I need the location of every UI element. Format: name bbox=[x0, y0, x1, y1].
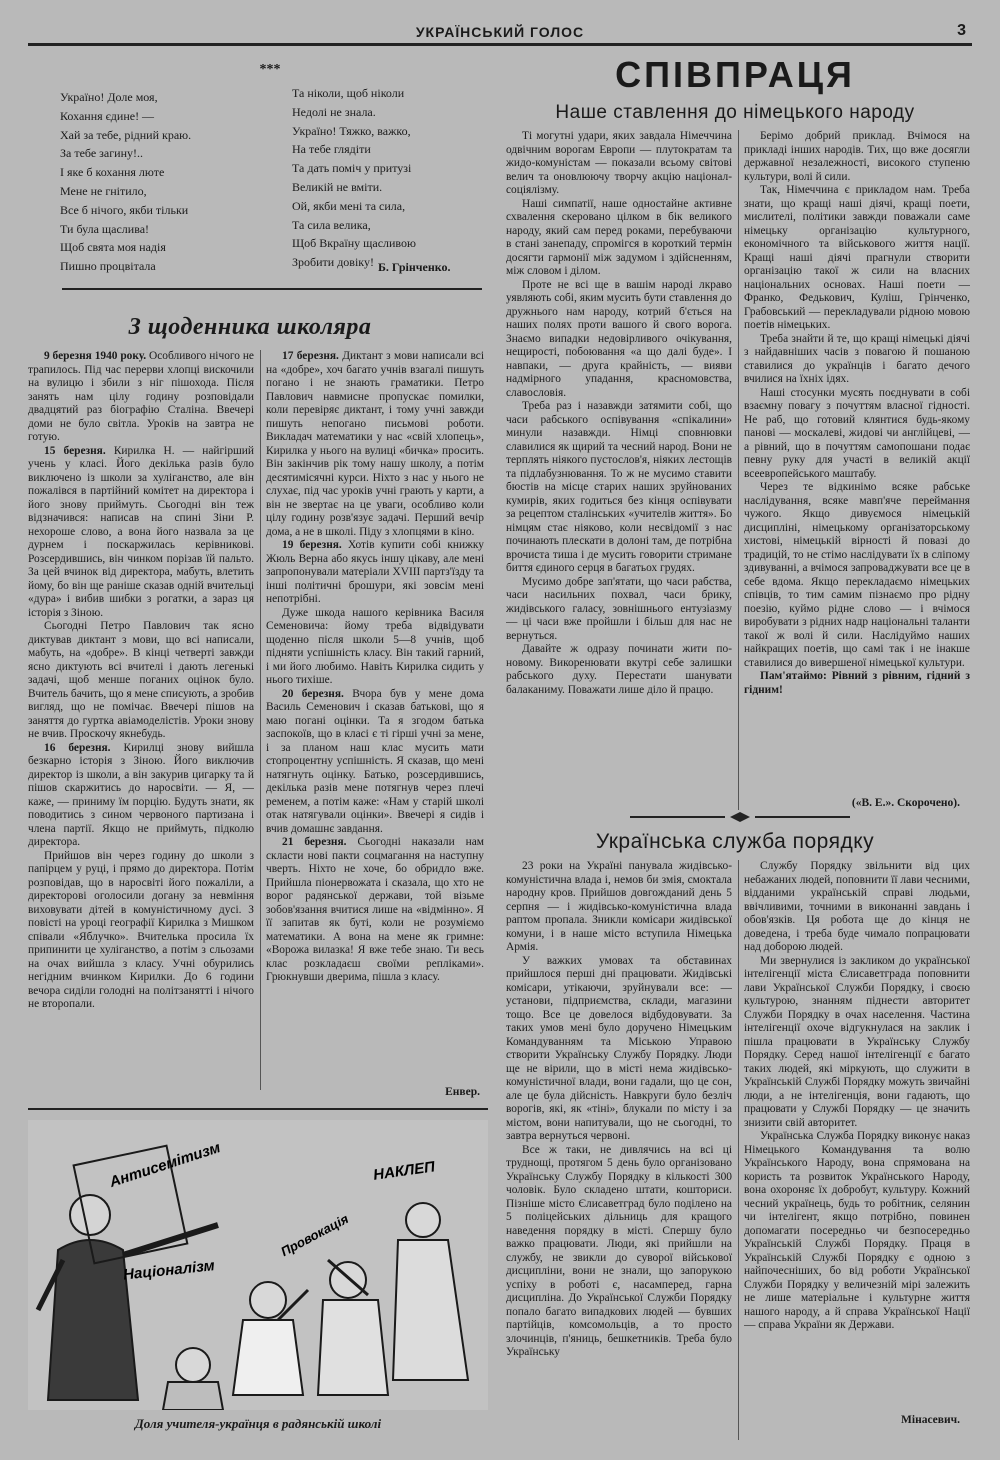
diary-entry-date: 15 березня. bbox=[44, 444, 106, 457]
diary-entry-date: 9 березня 1940 року. bbox=[44, 350, 147, 362]
article-paragraph: Мусимо добре зап'ятати, що часи рабства, часи насильних похвал, часи брику, жидівського галасу, зовнішнього ентузіазму — ці часи вже пройшли і більш для нас не вернуться. bbox=[506, 575, 732, 642]
article-paragraph: Ті могутні удари, яких завдала Німеччина одвічним ворогам Европи — плутократам та жидо-комуністам — показали всьому світові велич та оновлюючу творчу акцію націонал-соціялізму. bbox=[506, 130, 732, 196]
poem-line: Та сила велика, bbox=[292, 217, 371, 232]
poem-line: Великій не вміти. bbox=[292, 179, 383, 194]
article-paragraph: Наші стосунки мусять поєднувати в собі взаємну повагу з почуттям власної гідності. Не раб, що готовий клянтися будь-якому панові — москалеві, жидові чи англійцеві, — а рівний, що в почуттям самопошани подає певну руку для участі в великій акції всеевропейського маштабу. bbox=[744, 386, 970, 480]
article-paragraph: Берімо добрий приклад. Вчімося на прикладі інших народів. Тих, що вже досягли державної незалежності, високого ступеню культури, волі й сили. bbox=[744, 130, 970, 183]
article-paragraph: Треба раз і назавжди затямити собі, що часи рабського оспівування «спікалини» минули назавжди. Німці сповнювки славилися як щирий та чесний народ. Вони не терплять ніякого пустослов'я, ніяких лестощів та підлабузнювання. То ж не мусимо ставити бюстів на місце старих наших зруйнованих кумирів, яких годиться без кінця оспівувати за рецептом сталінських «учителів життя». Бо німцям стає ніяково, коли несвідомії з нас починають плескати в долоні там, де потрібна врочиста тиша і де мусить говорити стримане биття єдиного серця в багатьох грудях. bbox=[506, 400, 732, 574]
article-paragraph: Все ж таки, не дивлячись на всі ці труднощі, протягом 5 день було організовано Українську Службу Порядку в кількості 300 чоловік. Було складено штати, кошториси. Пізніше місто Єлисаветград було поділено на 5 поліцейських дільниць для кращого наведення порядку в місті. Спершу було важко працювати. Люди, які прийшли на службу, не звикли до суворої військової дисципліни, вони не знали, що запорукою успіху в роботі є, насамперед, гарна дисципліна. До Української Служби Порядку попало багато випадкових людей — бувших партійців, комсомольців, а то просто злочинців, п'яниць, бешкетників. Треба було Українську bbox=[506, 1143, 732, 1358]
page-number: 3 bbox=[957, 22, 966, 39]
poem-line: Недолі не знала. bbox=[292, 104, 376, 119]
poem-line: На тебе глядіти bbox=[292, 142, 371, 157]
column-separator bbox=[260, 350, 261, 1090]
diary-column-1 bbox=[28, 350, 254, 1090]
cooperation-column-2 bbox=[744, 130, 970, 792]
diary-title: З щоденника школяра bbox=[128, 314, 372, 340]
police-author: Мінасевич. bbox=[901, 1414, 960, 1426]
poem-left-column bbox=[60, 88, 191, 276]
poem-line: Мене не гнітило, bbox=[60, 183, 147, 198]
article-paragraph: Проте не всі ще в вашім народі лкраво уявляють собі, яким мусить бути ставлення до дружнього нам народу, котрий б'ється на наших полях проти вашого й свого ворога. Знаємо випадки недовірливого очікування, нещирості, побоювання «а що далі буде». І навпаки, — друга крайність, — вияви надмірного упадання, красномовства, славословія. bbox=[506, 278, 732, 399]
newspaper-title: УКРАЇНСЬКИЙ ГОЛОС bbox=[415, 24, 585, 40]
cartoon-caption: Доля учителя-українця в радянській школі bbox=[134, 1416, 382, 1431]
poem-divider bbox=[62, 288, 482, 290]
police-service-title: Українська служба порядку bbox=[595, 830, 875, 853]
diary-divider bbox=[28, 1108, 488, 1110]
diary-entry-text: Особливого нічого не трапилось. Під час перерви хлопці вискочили на вулицю і збили з ніг пішохода. Після занять нам цілу годину розповідали двадцятий раз біографію Сталіна. Ввечері доми не було світла. Уроків на завтра не готую. bbox=[28, 350, 254, 443]
diary-entry-text: Вчора був у мене дома Василь Семенович і сказав батькові, що я маю погані оцінки. Та я згодом батька заспокоїв, що в класі є ті гірші учні за мене, і за планом наш клас мусить мати стопроцентну успішність. Я сказав, що мені натягнуть оцінку. Батько, розсердившись, декілька разів мене потягнув через плечі ременем, а потім каже: «Нам у старій школі отак натягували оцінки». Ввечері я сидів і вчив домашнє завдання. bbox=[266, 687, 484, 835]
article-paragraph: Так, Німеччина є прикладом нам. Треба знати, що кращі наші діячі, кращі поети, мислителі, політики завжди поважали саме німецьку організацію культурного, економічного та військового життя нації. Кращі наші діячі прагнули створити організацію такої ж сили на власних національних основах. Наші поети — Франко, Федькович, Куліш, Грінченко, Грабовський — перекладували рідною мовою поетів німецьких. bbox=[744, 184, 970, 331]
cooperation-title: СПІВПРАЦЯ bbox=[615, 54, 855, 95]
diary-entry-text: Кирилка Н. — найгірший учень у класі. Його декілька разів було виключено із школи за хуліганство, але він пожалівся в партійний комітет на директора і його знову приймуть. Сьогодні він теж відзначився: написав на спині Зіни Р. нехороше слово, а вона його назвала за це дурнем і поскаржилась керівникові. Розсердившись, він чинком порізав їй пальто. За цей вчинок від директора, мабуть, влетить йому, бо він ще раніше сказав одній вчительці «дура» і вибив шибки з рогатки, а зараз ця історія з Зіною. bbox=[28, 444, 254, 619]
diary-entry-text: Хотів купити собі книжку Жюль Верна або якусь іншу цікаву, але мені запропонували матеріали XVIII партз'їзду та інші політичні брошури, які зовсім мені непотрібні. bbox=[266, 539, 484, 605]
diary-entry bbox=[266, 688, 484, 837]
poem-line: Хай за тебе, рідний краю. bbox=[60, 127, 192, 142]
diary-entry bbox=[28, 350, 254, 445]
diary-entry-text: Сьогодні наказали нам скласти нові пакти соцмагання на наступну чверть. Ніхто не хоче, бо обридло вже. Прийшла піонервожата і сказала, що хто не ворог радянської держави, той візьме зобов'язання вчитися лише на «відмінно». Я її запитав як буті, коли не розуміємо математики. А вона на мене як гримне: «Ворожа вилазка! Я вже тебе знаю. Ти весь клас розкладаєш своїми репліками». Грюкнувши дверима, пішла з класу. bbox=[266, 836, 484, 983]
diary-entry bbox=[266, 539, 484, 607]
cartoon-label: НАКЛЕП bbox=[372, 1158, 436, 1184]
diary-entry-text: Прийшов він через годину до школи з папірцем у руці, і прямо до директора. Потім розповідав, що в наросвіті його пожаліли, а директорові оголосили догану за невміння виховувати дітей в комуністичному дусі. З повісті на уроці географії Кирилка з Мишком співали «Яблучко». Вчителька просила їх припинити це хуліганство, а потім з сльозами на очах вийшла з класу. Учні обурились негідним вчинком Кирилки. До 6 години вечора сиділи голодні на політзанятті і нічого не второпали. bbox=[28, 849, 254, 1010]
poem-right-column bbox=[292, 84, 416, 272]
diary-entry-date: 17 березня. bbox=[282, 350, 339, 362]
article-paragraph: Ми звернулися із закликом до української інтелігенції міста Єлисаветграда поповнити лави Української Служби Порядку, і своєю культурою, знанням піднести авторитет Служби Порядку в очах населення. Частина інтелігенції охоче відгукнулася на заклик і пішла працювати в Українську Службу Порядку. Серед нашої інтелігенції є багато таких людей, які міркують, що служити в Українській Службі Порядку можуть звичайні люди, а не інтелігенція, вони гадають, що працювати у Службі Порядку — це значить знизити свій авторитет. bbox=[744, 954, 970, 1129]
diary-entry bbox=[28, 445, 254, 621]
diary-author: Енвер. bbox=[445, 1086, 480, 1098]
article-paragraph: Треба знайти й те, що кращі німецькі діячі з найдавніших часів з повагою й пошаною ставилися до українців і багато дечого вчилися на їхніх ідях. bbox=[744, 332, 970, 385]
diary-entry-date: 21 березня. bbox=[282, 836, 347, 848]
diary-entry-text: Диктант з мови написали всі на «добре», хоч багато учнів взагалі пишуть погано і не знають граматики. Петро Павлович навмисне пропускає помилки, коли перевіряє диктант, і тому учні завжди пишуть непогано письмові роботи. Викладач математики у нас «свій хлопець», Кирилка у нього на вулиці «бичка» просить. Він закінчив рік тому нашу школу, а потім десятимісячні курси. Ніхто з нас у нього не слухає, під час уроків учні грають у карти, а він не звертає на це уваги, особливо коли цілу годину розв'язує задачі. Перший вечір дома, а не в школі. Піду з хлопцями в кіно. bbox=[266, 350, 484, 538]
diary-entry-text: Кирилці знову вийшла безкарно історія з Зіною. Його виключив директор із школи, а він закурив цигарку та й пішов скаржитись до наросвіти. — Я, — каже, — приниму їм порцію. Будуть знати, як поводитись з сином червоного партизана і члена партії. Якщо не приймуть, підколю директора. bbox=[28, 741, 254, 848]
poem-line: Та дать поміч у притузі bbox=[292, 161, 412, 176]
poem-line: Щоб свята моя надія bbox=[60, 240, 166, 255]
diary-entry bbox=[28, 620, 254, 742]
poem-line: Ой, якби мені та сила, bbox=[292, 198, 406, 213]
poem-line: Та ніколи, щоб ніколи bbox=[292, 86, 405, 100]
section-divider-ornament bbox=[630, 812, 850, 822]
diary-entry-date: 16 березня. bbox=[44, 741, 111, 754]
article-paragraph: 23 роки на Україні панувала жидівсько-комуністична влада і, немов би змія, смоктала народну кров. Прийшов довгожданий день 5 серпня — і жидівсько-комуністична влада раптом пропала. Зникли комісари жидівської комуни, і в наше місто вступила Німецька Армія. bbox=[506, 860, 732, 953]
diary-entry bbox=[28, 742, 254, 850]
cartoon-label: Антисемітизм bbox=[107, 1139, 223, 1191]
cartoon-label: Націоналізм bbox=[122, 1257, 216, 1284]
poem-line: Україно! Тяжко, важко, bbox=[292, 123, 411, 138]
poem-line: Зробити довіку! bbox=[292, 255, 374, 270]
diary-entry-date: 19 березня. bbox=[282, 539, 342, 551]
police-column-1 bbox=[506, 860, 732, 1450]
diary-entry bbox=[266, 350, 484, 539]
article-paragraph: Службу Порядку звільнити від цих небажаних людей, поповнити її лави чесними, відданими українській справі людьми, ввічливими, точними в виконанні завдань і обов'язків. Ця робота ще до кінця не доведена, і треба буде чимало попрацювати над доборою людей. bbox=[744, 860, 970, 953]
cartoon-label: Провокація bbox=[278, 1211, 351, 1260]
diary-column-2 bbox=[266, 350, 484, 1080]
poem-line: Кохання єдине! — bbox=[60, 108, 155, 123]
article-paragraph: Українська Служба Порядку виконує наказ Німецького Командування та волю Українського Народу, вона спрямована на користь та розвиток Українського Народу, вона охороняє їх добробут, культуру. Кожний чесний українець, будь то робітник, селянин чи інтелігент, якщо потрібно, повинен допомагати посередньо чи безпосередньо Українській Службі Порядку. Праця в Українській Службі Порядку є одною з найпочесніших, бо від роботи Української Служби Порядку у величезній мірі залежить не лише матеріальне і культурне життя нашого народу, а й справа Української Нації — справа України як Держави. bbox=[744, 1130, 970, 1331]
poem-line: І яке б кохання люте bbox=[60, 165, 165, 180]
diary-entry bbox=[28, 850, 254, 1012]
police-column-2 bbox=[744, 860, 970, 1412]
poem-line: Все б нічого, якби тільки bbox=[60, 202, 189, 217]
diary-entry bbox=[266, 836, 484, 985]
diary-entry-text: Дуже шкода нашого керівника Василя Семеновича: йому треба відвідувати щоденно після школи 5—8 учнів, щоб підняти успішність класу. Він такий гарний, і ми його любимо. Навіть Кирилка сидить у нього тихіше. bbox=[266, 606, 484, 686]
poem-line: За тебе загину!.. bbox=[60, 146, 144, 161]
diary-entry-date: 20 березня. bbox=[282, 687, 344, 700]
poem-line: Ти була щаслива! bbox=[60, 221, 150, 236]
article-paragraph: Пам'ятаймо: Рівний з рівним, гідний з гідним! bbox=[744, 670, 970, 696]
poem-title: *** bbox=[259, 62, 281, 77]
article-paragraph: Через те відкинімо всяке рабське наслідування, всяке мавп'яче переймання чужого. Якщо дивуємося німецькій дисципліні, німецькому організаторському хистові, німецькій вірності й повазі до традицій, то не стімо наслідувати їх в сліпому здивуванні, а вчімося запроваджувати все це в себе вдома. Якщо перекладаємо німецьких співців, то тим самим пізнаємо про рідну поезію, куймо рідне слово — і вчімося виробувати з рідних надр національні таланти такої ж волі й сили. Наслідуймо наших найкращих поетів, що самі так і не інакше ставилися до вивершеної німецької культури. bbox=[744, 481, 970, 669]
cooperation-author: («В. Е.». Скорочено). bbox=[851, 797, 960, 809]
article-paragraph: У важких умовах та обставинах прийшлося перші дні працювати. Жидівські комісари, утікаючи, зруйнували все: — установи, підприємства, склади, магазини тощо. Все це довелося відбудовувати. За таких умов мені було доручено Німецьким Командуванням та Міською Управою створити Українську Службу Порядку. Люди ще не вірили, що в місті нема жидівсько-комуністичної влади, вони гадали, що це сон, але це була дійсність. Навкруги було безліч ворогів, які, як «тіні», блукали по місту і за містом, вони напитували, що не сьогодні, то завтра вернуться червоні. bbox=[506, 954, 732, 1142]
cooperation-column-1 bbox=[506, 130, 732, 810]
page-header bbox=[28, 22, 972, 46]
poem-line: Щоб Вкраїну щасливою bbox=[292, 236, 416, 251]
diary-entry bbox=[266, 607, 484, 688]
poem-line: Пишно процвітала bbox=[60, 259, 156, 274]
poem-line: Україно! Доле моя, bbox=[60, 90, 158, 104]
article-paragraph: Давайте ж одразу починати жити по-новому. Викоренювати вкутрі себе залишки рабського духу. Перестати шанувати балаканиму. Поважати лише діло й працю. bbox=[506, 643, 732, 696]
header-rule bbox=[28, 43, 972, 46]
cartoon-illustration bbox=[28, 1120, 488, 1410]
cooperation-subtitle: Наше ставлення до німецького народу bbox=[555, 102, 915, 123]
column-separator bbox=[738, 860, 739, 1440]
diary-entry-text: Сьогодні Петро Павлович так ясно диктував диктант з мови, що всі написали, мабуть, на «добре». В кінці четверті завжди ясно диктують всі вчителі і дають легенькі задачі, щоб менше поганих оцінок було. Вчитель бачить, що я мене списують, а зробив вигляд, що не помічає. Ввечері пішов на заняття до гуртка авіамоделістів. Уроки знову не вчив. Проскочу якнебудь. bbox=[28, 620, 254, 740]
poem-author: Б. Грінченко. bbox=[378, 260, 451, 274]
article-paragraph: Наші симпатії, наше одностайне активне схвалення скеровано цілком в бік великого народу, який сам перед роками, перебуваючи в стані занепаду, спромігся в короткий термін досягти гармонії між задумом і здійсненням, між словом і ділом. bbox=[506, 197, 732, 277]
column-separator bbox=[738, 130, 739, 810]
